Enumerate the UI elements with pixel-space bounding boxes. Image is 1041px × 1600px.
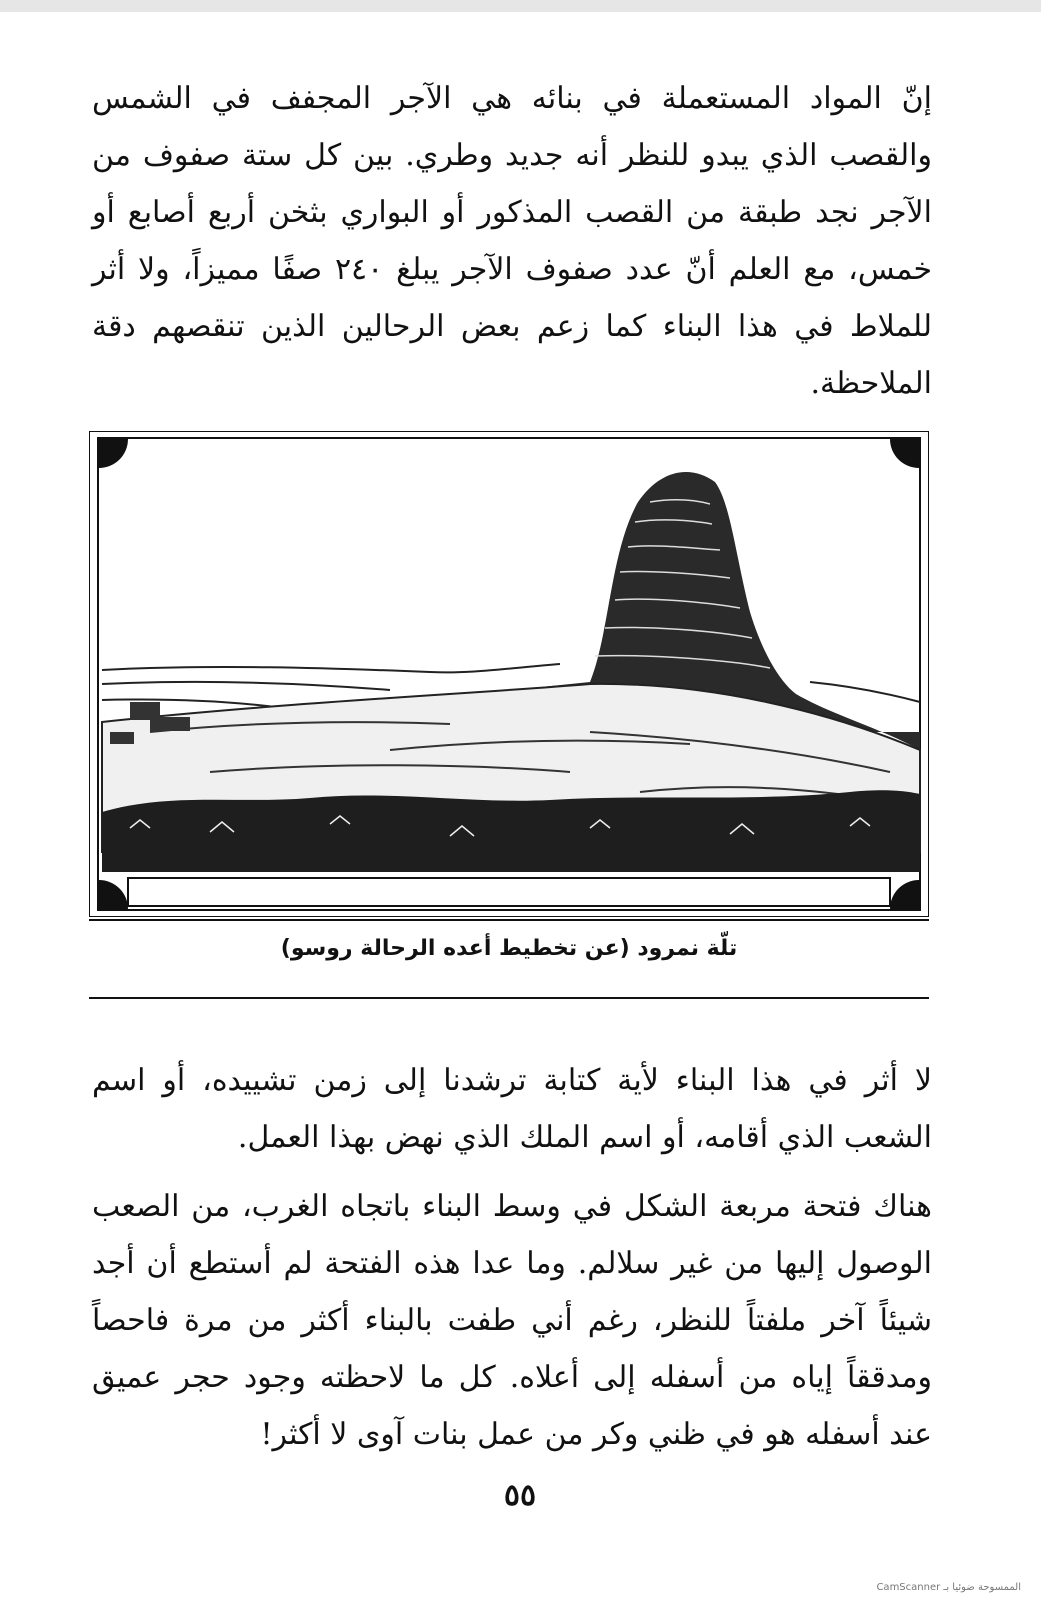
caption-rule-top: [89, 919, 929, 921]
figure-frame: [89, 431, 929, 917]
caption-rule-bottom: [89, 997, 929, 999]
paragraph-3: هناك فتحة مربعة الشكل في وسط البناء باتجاه الغرب، من الصعب الوصول إليها من غير سلالم. وما عدا هذه الفتحة لم أستطع أن أجد شيئاً آخر ملفتاً للنظر، رغم أني طفت بالبناء أكثر من مرة فاحصاً ومدققاً إياه من أسفله إلى أعلاه. كل ما لاحظته وجود حجر عميق عند أسفله هو في ظني وكر من عمل بنات آوى لا أكثر!: [92, 1189, 932, 1452]
scanner-watermark: CamScanner الممسوحة ضوئيا بـ: [876, 1582, 1021, 1593]
paragraph-1: إنّ المواد المستعملة في بنائه هي الآجر المجفف في الشمس والقصب الذي يبدو للنظر أنه جديد وطري. بين كل ستة صفوف من الآجر نجد طبقة من القصب المذكور أو البواري بثخن أربع أصابع أو خمس، مع العلم أنّ عدد صفوف الآجر يبلغ ٢٤٠ صفًا مميزاً، ولا أثر للملاط في هذا البناء كما زعم بعض الرحالين الذين تنقصهم دقة الملاحظة.: [92, 81, 932, 401]
figure-caption: تلّة نمرود (عن تخطيط أعده الرحالة روسو): [280, 936, 738, 961]
figure: [89, 431, 929, 1001]
page-number: ٥٥: [503, 1478, 537, 1513]
top-bar: [0, 0, 1041, 12]
paragraph-2: لا أثر في هذا البناء لأية كتابة ترشدنا إلى زمن تشييده، أو اسم الشعب الذي أقامه، أو اسم الملك الذي نهض بهذا العمل.: [92, 1063, 932, 1155]
illustration-nimrud-hill: [90, 432, 928, 916]
